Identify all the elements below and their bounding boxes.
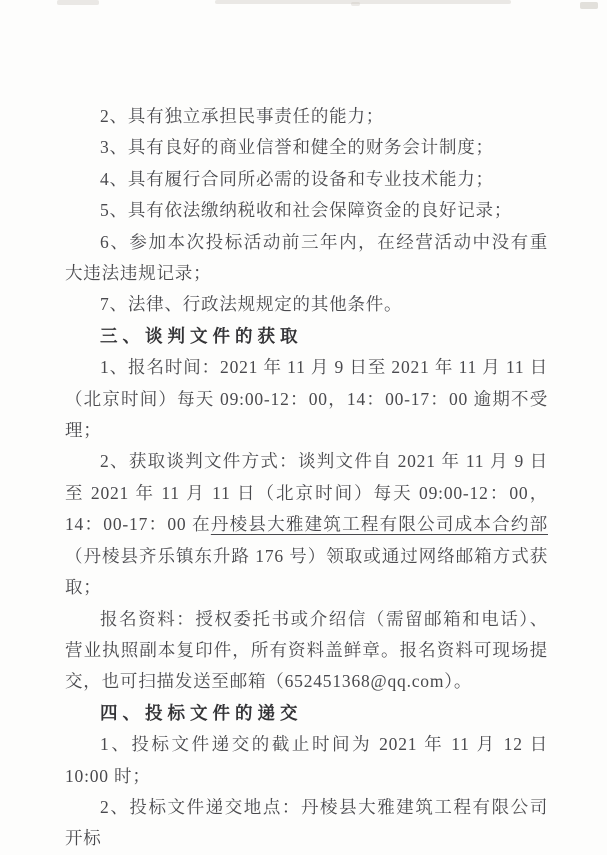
scan-artifact	[351, 2, 360, 6]
qualification-item-4: 4、具有履行合同所必需的设备和专业技术能力；	[100, 168, 494, 189]
section-heading-document-obtain: 三、谈判文件的获取	[100, 325, 303, 346]
obtain-method-text-after: （丹棱县齐乐镇东升路 176 号）领取或通过网络邮箱方式获取；	[65, 545, 548, 598]
qualification-item-3: 3、具有良好的商业信誉和健全的财务会计制度；	[100, 137, 494, 158]
submission-location-paragraph: 2、投标文件递交地点：丹棱县大雅建筑工程有限公司开标	[65, 796, 548, 849]
registration-materials-paragraph: 报名资料：授权委托书或介绍信（需留邮箱和电话）、营业执照副本复印件，所有资料盖鲜章。报名资料可现场提交，也可扫描发送至邮箱（652451368@qq.com）。	[65, 608, 548, 692]
scan-artifact	[580, 2, 598, 9]
qualification-item-6: 6、参加本次投标活动前三年内，在经营活动中没有重大违法违规记录；	[65, 231, 548, 284]
obtain-method-text-before: 2、获取谈判文件方式：谈判文件自 2021 年 11 月 9 日至 2021 年 11 月 11 日（北京时间）每天 09:00-12：00，14：00-17：00 在	[65, 451, 548, 535]
qualification-item-7: 7、法律、行政法规规定的其他条件。	[100, 294, 403, 315]
qualification-item-2: 2、具有独立承担民事责任的能力；	[100, 106, 385, 126]
registration-time-paragraph: 1、报名时间：2021 年 11 月 9 日至 2021 年 11 月 11 日（北京时间）每天 09:00-12：00，14：00-17：00 逾期不受理；	[65, 357, 548, 441]
qualification-item-5: 5、具有依法缴纳税收和社会保障资金的良好记录；	[100, 200, 513, 221]
section-heading-bid-submission: 四、投标文件的递交	[100, 702, 303, 723]
document-body	[65, 101, 548, 855]
underlined-company-department: 丹棱县大雅建筑工程有限公司成本合约部	[210, 514, 548, 535]
obtain-method-paragraph	[65, 446, 548, 603]
submission-deadline-paragraph: 1、投标文件递交的截止时间为 2021 年 11 月 12 日 10:00 时；	[65, 734, 548, 786]
scan-artifact	[215, 0, 511, 4]
scan-artifact	[57, 0, 99, 5]
